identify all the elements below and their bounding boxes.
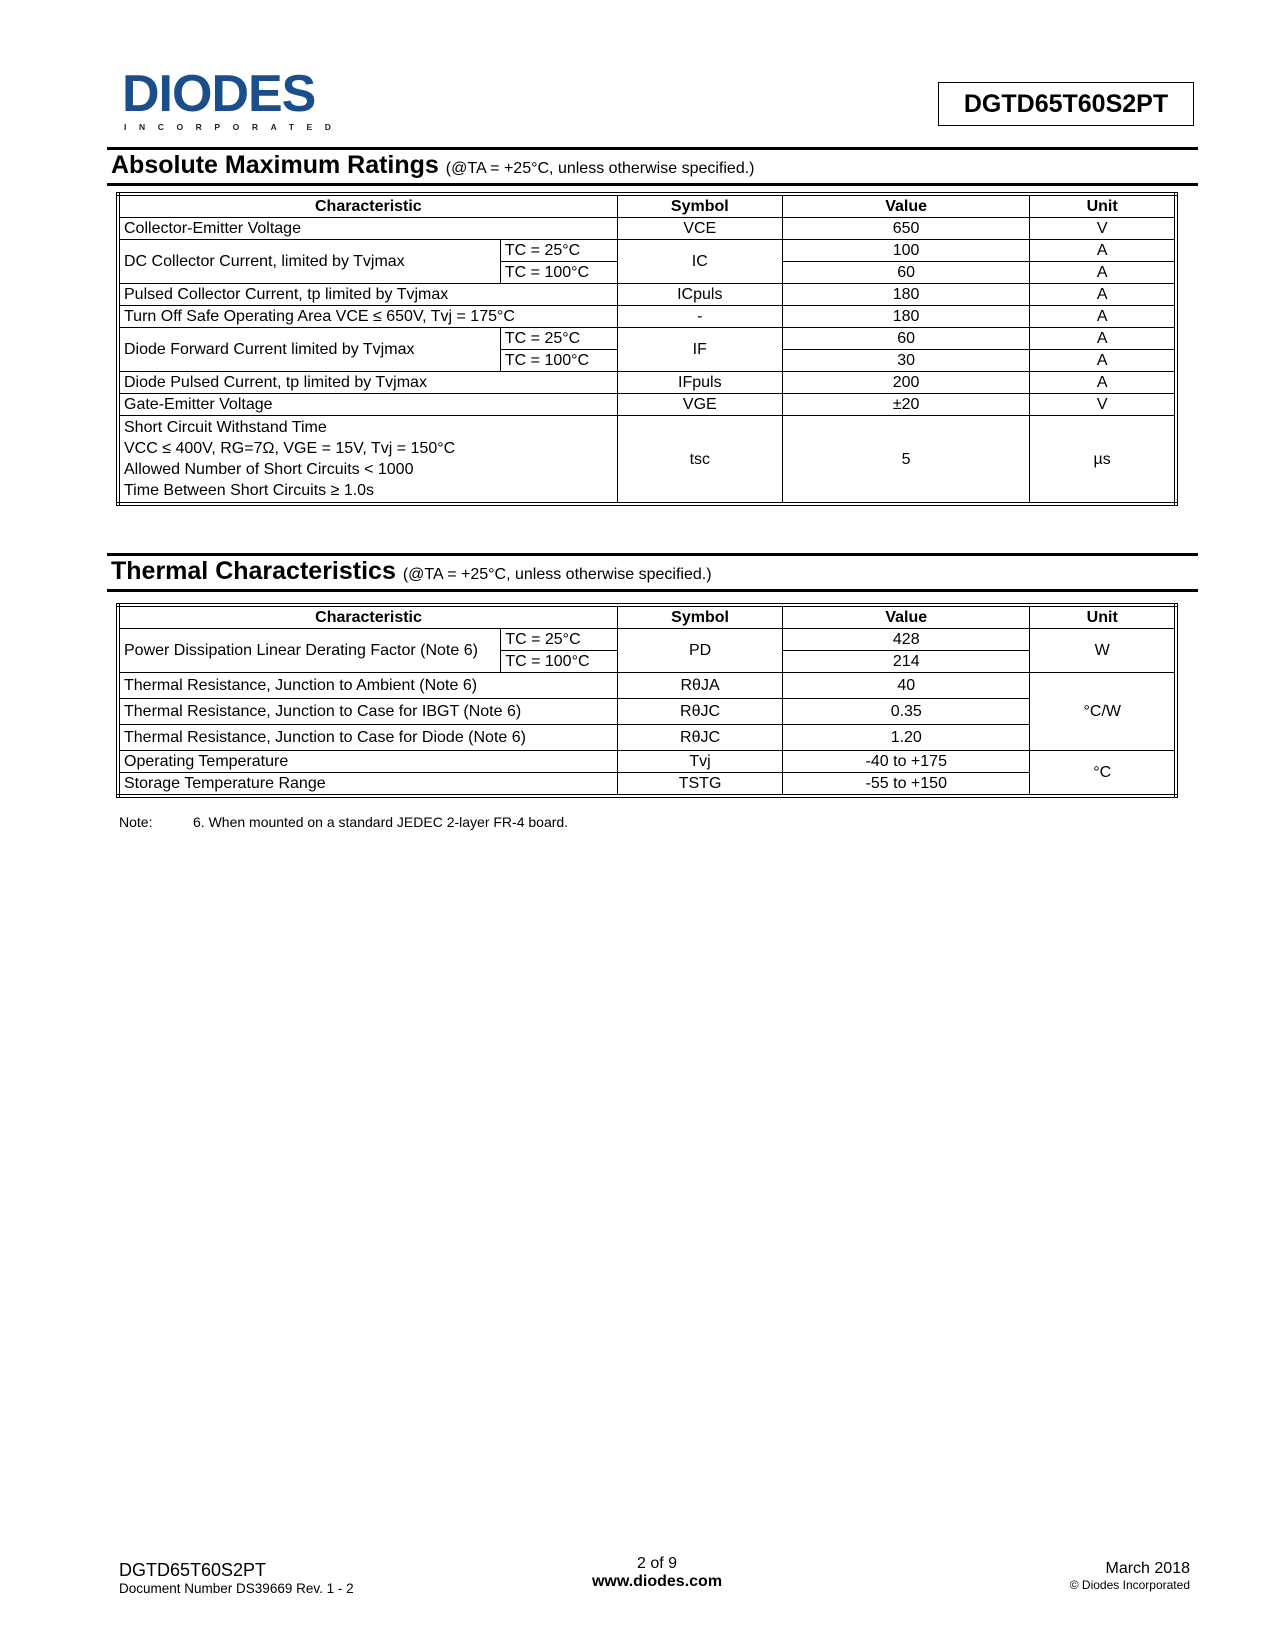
table-row xyxy=(118,394,1176,416)
footer-right xyxy=(1070,1560,1190,1592)
row-value: 1.20 xyxy=(783,725,1030,751)
logo-subtitle: INCORPORATED xyxy=(124,122,344,132)
row-unit: V xyxy=(1030,394,1176,416)
row-value: 30 xyxy=(782,350,1029,372)
thermal-heading xyxy=(111,557,712,586)
row-value: 650 xyxy=(782,218,1029,240)
tsc-line-1: Short Circuit Withstand Time xyxy=(124,419,327,436)
row-value: 214 xyxy=(783,651,1030,673)
tsc-line-4: Time Between Short Circuits ≥ 1.0s xyxy=(124,482,375,499)
row-char: Pulsed Collector Current, tp limited by Tvjmax xyxy=(118,284,617,306)
row-char: Power Dissipation Linear Derating Factor (Note 6) xyxy=(118,629,501,673)
tsc-line-2: VCC ≤ 400V, RG=7Ω, VGE = 15V, Tvj = 150°C xyxy=(124,440,456,457)
table-row xyxy=(118,416,1176,505)
col-value: Value xyxy=(783,605,1030,629)
row-unit: W xyxy=(1030,629,1176,673)
logo-wordmark: DIODES xyxy=(122,65,316,123)
row-unit: A xyxy=(1030,240,1176,262)
row-char: DC Collector Current, limited by Tvjmax xyxy=(118,240,500,284)
table-row xyxy=(118,673,1176,699)
row-condition: TC = 100°C xyxy=(501,651,618,673)
col-characteristic: Characteristic xyxy=(118,194,617,218)
abs-max-title: Absolute Maximum Ratings xyxy=(111,151,439,179)
row-char: Diode Forward Current limited by Tvjmax xyxy=(118,328,500,372)
row-unit: °C xyxy=(1030,751,1176,797)
row-char: Thermal Resistance, Junction to Case for Diode (Note 6) xyxy=(118,725,618,751)
abs-max-table xyxy=(116,192,1178,506)
row-symbol: PD xyxy=(618,629,783,673)
row-unit: V xyxy=(1030,218,1176,240)
table-row xyxy=(118,328,1176,350)
row-value: 60 xyxy=(782,328,1029,350)
row-value: 0.35 xyxy=(783,699,1030,725)
row-unit: A xyxy=(1030,262,1176,284)
table-row xyxy=(118,725,1176,751)
thermal-condition: (@TA = +25°C, unless otherwise specified.) xyxy=(402,566,712,583)
row-symbol: VCE xyxy=(617,218,782,240)
row-condition: TC = 25°C xyxy=(500,240,617,262)
note xyxy=(119,814,568,830)
row-unit: µs xyxy=(1030,416,1176,505)
table-row xyxy=(118,284,1176,306)
row-value: 180 xyxy=(782,284,1029,306)
row-unit: A xyxy=(1030,328,1176,350)
row-unit: A xyxy=(1030,350,1176,372)
footer-left xyxy=(119,1560,354,1596)
row-char: Collector-Emitter Voltage xyxy=(118,218,617,240)
col-value: Value xyxy=(782,194,1029,218)
col-symbol: Symbol xyxy=(617,194,782,218)
row-symbol: - xyxy=(617,306,782,328)
abs-max-condition: (@TA = +25°C, unless otherwise specified.) xyxy=(445,160,755,177)
section-rule-top xyxy=(107,147,1198,150)
footer-date: March 2018 xyxy=(1105,1560,1190,1577)
row-value: -40 to +175 xyxy=(783,751,1030,773)
row-unit: A xyxy=(1030,306,1176,328)
table-header-row xyxy=(118,605,1176,629)
section-rule-bottom xyxy=(107,183,1198,186)
row-symbol: IF xyxy=(617,328,782,372)
section-rule-bottom xyxy=(107,589,1198,592)
row-value: 200 xyxy=(782,372,1029,394)
footer-part: DGTD65T60S2PT xyxy=(119,1560,267,1580)
row-value: -55 to +150 xyxy=(783,773,1030,797)
row-unit: A xyxy=(1030,284,1176,306)
section-rule-top xyxy=(107,553,1198,556)
table-row xyxy=(118,751,1176,773)
row-value: 60 xyxy=(782,262,1029,284)
footer-center xyxy=(540,1555,774,1591)
abs-max-heading xyxy=(111,151,754,180)
row-symbol: RθJA xyxy=(618,673,783,699)
row-char: Operating Temperature xyxy=(118,751,618,773)
note-text: 6. When mounted on a standard JEDEC 2-layer FR-4 board. xyxy=(193,814,569,830)
row-value: 100 xyxy=(782,240,1029,262)
thermal-title: Thermal Characteristics xyxy=(111,557,396,585)
table-row xyxy=(118,773,1176,797)
row-symbol: RθJC xyxy=(618,725,783,751)
row-char: Turn Off Safe Operating Area VCE ≤ 650V, Tvj = 175°C xyxy=(118,306,617,328)
row-value: 5 xyxy=(782,416,1029,505)
row-symbol: VGE xyxy=(617,394,782,416)
row-symbol: ICpuls xyxy=(617,284,782,306)
table-row xyxy=(118,699,1176,725)
footer-copyright: © Diodes Incorporated xyxy=(1069,1578,1190,1592)
row-char: Thermal Resistance, Junction to Case for IBGT (Note 6) xyxy=(118,699,618,725)
row-condition: TC = 25°C xyxy=(500,328,617,350)
part-number-box: DGTD65T60S2PT xyxy=(938,82,1194,126)
row-char-multiline xyxy=(118,416,617,505)
row-char: Thermal Resistance, Junction to Ambient (Note 6) xyxy=(118,673,618,699)
table-row xyxy=(118,629,1176,651)
row-value: ±20 xyxy=(782,394,1029,416)
row-value: 40 xyxy=(783,673,1030,699)
row-symbol: TSTG xyxy=(618,773,783,797)
row-condition: TC = 100°C xyxy=(500,262,617,284)
row-value: 180 xyxy=(782,306,1029,328)
col-characteristic: Characteristic xyxy=(118,605,618,629)
table-row xyxy=(118,240,1176,262)
row-condition: TC = 25°C xyxy=(501,629,618,651)
row-symbol: IFpuls xyxy=(617,372,782,394)
row-char: Storage Temperature Range xyxy=(118,773,618,797)
row-symbol: IC xyxy=(617,240,782,284)
thermal-table xyxy=(116,603,1178,798)
table-header-row xyxy=(118,194,1176,218)
diodes-logo xyxy=(122,65,344,132)
row-value: 428 xyxy=(783,629,1030,651)
col-unit: Unit xyxy=(1030,605,1176,629)
table-row xyxy=(118,218,1176,240)
row-char: Diode Pulsed Current, tp limited by Tvjmax xyxy=(118,372,617,394)
footer-page: 2 of 9 xyxy=(636,1555,678,1572)
col-symbol: Symbol xyxy=(618,605,783,629)
note-label: Note: xyxy=(119,814,153,830)
tsc-line-3: Allowed Number of Short Circuits < 1000 xyxy=(124,461,414,478)
col-unit: Unit xyxy=(1030,194,1176,218)
row-condition: TC = 100°C xyxy=(500,350,617,372)
footer-doc-number: Document Number DS39669 Rev. 1 - 2 xyxy=(119,1581,354,1596)
row-char: Gate-Emitter Voltage xyxy=(118,394,617,416)
row-unit: A xyxy=(1030,372,1176,394)
row-symbol: Tvj xyxy=(618,751,783,773)
row-unit: °C/W xyxy=(1030,673,1176,751)
table-row xyxy=(118,306,1176,328)
row-symbol: RθJC xyxy=(618,699,783,725)
table-row xyxy=(118,372,1176,394)
footer-website[interactable]: www.diodes.com xyxy=(591,1573,723,1590)
row-symbol: tsc xyxy=(617,416,782,505)
